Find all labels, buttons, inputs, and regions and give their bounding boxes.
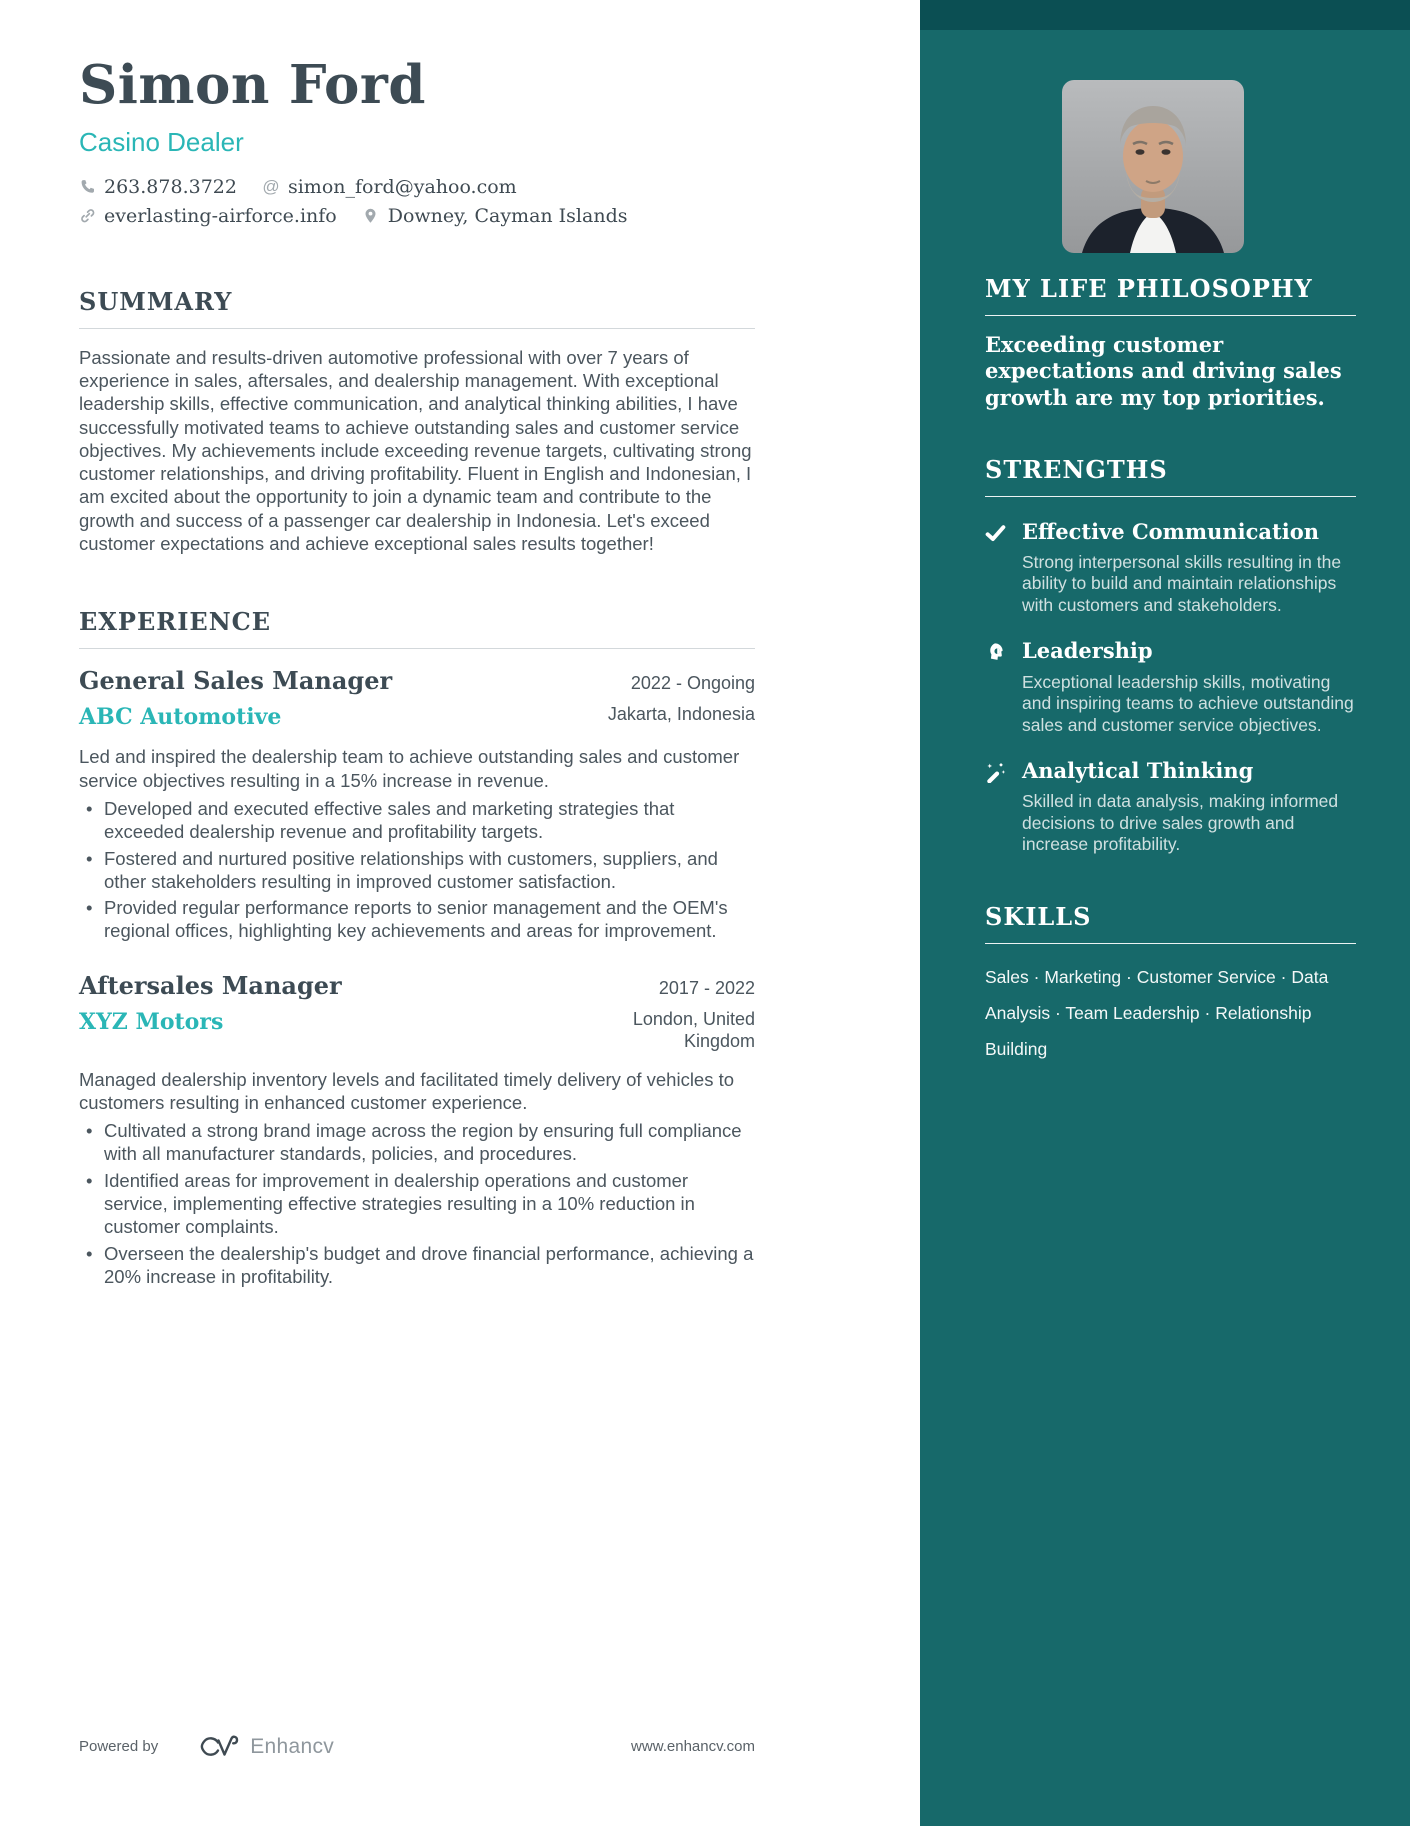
experience-section — [79, 607, 755, 1288]
job-summary: Managed dealership inventory levels and facilitated timely delivery of vehicles to customers resulting in enhanced customer experience. — [79, 1068, 735, 1113]
contact-email-text[interactable]: simon_ford@yahoo.com — [287, 175, 517, 198]
job-summary: Led and inspired the dealership team to achieve outstanding sales and customer service objectives resulting in a 15% increase in revenue. — [79, 746, 740, 791]
location-icon — [363, 208, 379, 224]
strength-title: Analytical Thinking — [1022, 758, 1254, 784]
contact-website-text[interactable]: everlasting-airforce.info — [104, 204, 337, 227]
profile-photo — [1062, 80, 1244, 253]
job-dates: 2017 - 2022 — [658, 977, 755, 998]
sidebar — [920, 0, 1410, 1826]
head-icon — [985, 642, 1006, 663]
strength-description: Strong interpersonal skills resulting in the ability to build and maintain relationships with customers and stakeholders. — [1022, 551, 1342, 615]
philosophy-text: Exceeding customer expectations and driving sales growth are my top priorities. — [985, 332, 1342, 410]
enhancv-logo-icon[interactable] — [198, 1734, 240, 1759]
powered-by-label: Powered by — [79, 1738, 159, 1755]
enhancv-brand-name[interactable]: Enhancv — [250, 1734, 335, 1758]
contact-row — [79, 176, 755, 227]
strength-item — [985, 638, 1356, 736]
strength-title: Leadership — [1022, 638, 1153, 664]
job-bullet: • Cultivated a strong brand image across the region by ensuring full compliance with all manufacturer standards, policies, and procedures. — [79, 1119, 755, 1166]
wand-icon — [985, 762, 1006, 783]
contact-phone-text: 263.878.3722 — [104, 175, 237, 198]
strength-item — [985, 758, 1356, 856]
strength-description: Skilled in data analysis, making informed decisions to drive sales growth and increase profitability. — [1022, 791, 1339, 855]
contact-location — [363, 205, 628, 227]
person-job-title: Casino Dealer — [79, 126, 244, 157]
phone-icon — [79, 179, 95, 195]
contact-email[interactable] — [263, 176, 517, 198]
strength-item — [985, 519, 1356, 617]
summary-heading: SUMMARY — [79, 286, 233, 316]
skills-list: Sales · Marketing · Customer Service · Data Analysis · Team Leadership · Relationship Building — [985, 966, 1329, 1059]
person-name: Simon Ford — [79, 54, 426, 116]
strength-title: Effective Communication — [1022, 518, 1319, 544]
job-dates: 2022 - Ongoing — [630, 673, 755, 694]
job-location: Jakarta, Indonesia — [607, 704, 755, 725]
strengths-section — [985, 455, 1356, 856]
job-company: ABC Automotive — [79, 704, 282, 731]
philosophy-heading: MY LIFE PHILOSOPHY — [985, 274, 1313, 303]
section-divider — [985, 315, 1356, 316]
philosophy-section — [985, 274, 1356, 411]
contact-phone — [79, 176, 237, 198]
main-column — [79, 0, 755, 1316]
link-icon — [79, 208, 95, 224]
contact-website[interactable] — [79, 205, 337, 227]
section-divider — [985, 943, 1356, 944]
job-bullet: • Developed and executed effective sales and marketing strategies that exceeded dealership revenue and profitability targets. — [79, 797, 755, 844]
at-icon: @ — [262, 176, 280, 196]
job-bullet: • Provided regular performance reports to senior management and the OEM's regional offices, highlighting key achievements and areas for improvement. — [79, 896, 755, 943]
experience-heading: EXPERIENCE — [79, 607, 272, 637]
strength-description: Exceptional leadership skills, motivating and inspiring teams to achieve outstanding sales and customer service objectives. — [1022, 671, 1354, 735]
experience-entry — [79, 666, 755, 942]
summary-section — [79, 287, 755, 556]
job-bullet: • Fostered and nurtured positive relationships with customers, suppliers, and other stakeholders resulting in improved customer satisfaction. — [79, 847, 755, 894]
contact-location-text: Downey, Cayman Islands — [387, 204, 628, 227]
section-divider — [985, 496, 1356, 497]
job-bullet: • Identified areas for improvement in dealership operations and customer service, implementing effective strategies resulting in a 10% reduction in customer complaints. — [79, 1169, 755, 1239]
experience-entry — [79, 971, 755, 1289]
sidebar-top-band — [920, 0, 1410, 30]
job-location: London, United Kingdom — [632, 1008, 755, 1051]
summary-text: Passionate and results-driven automotive professional with over 7 years of experience in sales, aftersales, and dealership management. With exceptional leadership skills, effective communication, and analytical thinking abilities, I have successfully motivated teams to achieve outstanding sales and customer service objectives. My achievements include exceeding revenue targets, cultivating strong customer relationships, and driving profitability. Fluent in English and Indonesian, I am excited about the opportunity to join a dynamic team and contribute to the growth and success of a passenger car dealership in Indonesia. Let's exceed customer expectations and achieve exceptional sales results together! — [79, 346, 752, 555]
footer — [79, 1734, 755, 1759]
section-divider — [79, 648, 755, 649]
section-divider — [79, 328, 755, 329]
job-title: General Sales Manager — [79, 666, 393, 696]
job-bullet: • Overseen the dealership's budget and drove financial performance, achieving a 20% increase in profitability. — [79, 1242, 755, 1289]
skills-section — [985, 902, 1356, 1068]
footer-website-link[interactable]: www.enhancv.com — [631, 1738, 755, 1755]
job-bullet-list — [79, 797, 755, 943]
strengths-heading: STRENGTHS — [985, 454, 1168, 484]
check-icon — [985, 523, 1006, 544]
job-bullet-list — [79, 1119, 755, 1288]
skills-heading: SKILLS — [985, 901, 1092, 931]
job-company: XYZ Motors — [79, 1008, 224, 1035]
job-title: Aftersales Manager — [79, 970, 342, 1000]
